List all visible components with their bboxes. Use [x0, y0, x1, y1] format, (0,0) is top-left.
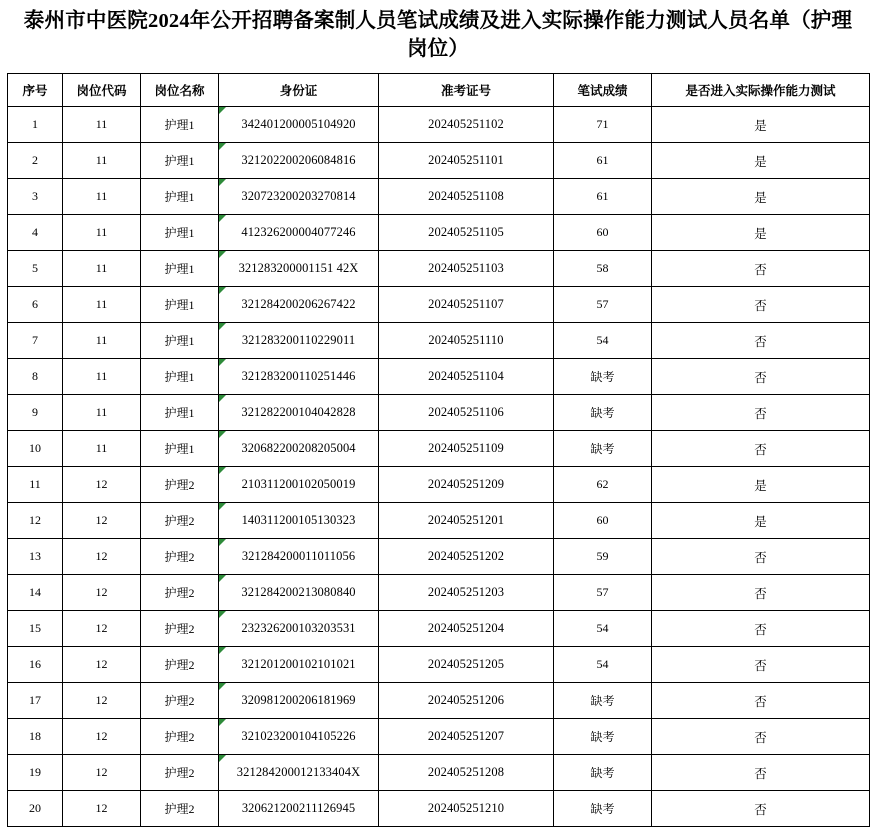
column-header-enter-practical-test: 是否进入实际操作能力测试: [652, 74, 870, 107]
cell-post-name: 护理1: [141, 179, 219, 215]
cell-id-number: 321023200104105226: [219, 719, 379, 755]
cell-admission-ticket: 202405251106: [379, 395, 554, 431]
cell-post-code: 12: [63, 539, 141, 575]
cell-admission-ticket: 202405251110: [379, 323, 554, 359]
cell-post-code: 12: [63, 611, 141, 647]
cell-id-number: 320723200203270814: [219, 179, 379, 215]
cell-written-score: 缺考: [554, 719, 652, 755]
cell-id-number: 321284200012133404X: [219, 755, 379, 791]
cell-admission-ticket: 202405251101: [379, 143, 554, 179]
cell-post-code: 12: [63, 467, 141, 503]
cell-written-score: 58: [554, 251, 652, 287]
cell-written-score: 71: [554, 107, 652, 143]
cell-post-code: 11: [63, 107, 141, 143]
cell-written-score: 57: [554, 287, 652, 323]
table-row: [8, 359, 870, 395]
cell-id-number: 342401200005104920: [219, 107, 379, 143]
cell-post-name: 护理2: [141, 755, 219, 791]
page-title: 泰州市中医院2024年公开招聘备案制人员笔试成绩及进入实际操作能力测试人员名单（护理岗位）: [23, 10, 853, 60]
cell-enter-practical-test: 否: [652, 791, 870, 827]
table-row: [8, 251, 870, 287]
cell-admission-ticket: 202405251205: [379, 647, 554, 683]
cell-enter-practical-test: 是: [652, 467, 870, 503]
cell-post-name: 护理2: [141, 467, 219, 503]
table-row: [8, 107, 870, 143]
cell-index: 17: [8, 683, 63, 719]
table-row: [8, 503, 870, 539]
cell-enter-practical-test: 否: [652, 431, 870, 467]
column-header-admission-ticket: 准考证号: [379, 74, 554, 107]
cell-written-score: 缺考: [554, 791, 652, 827]
cell-index: 12: [8, 503, 63, 539]
cell-admission-ticket: 202405251102: [379, 107, 554, 143]
table-row: [8, 611, 870, 647]
cell-post-name: 护理1: [141, 395, 219, 431]
cell-id-number: 320981200206181969: [219, 683, 379, 719]
cell-id-number: 320621200211126945: [219, 791, 379, 827]
cell-index: 16: [8, 647, 63, 683]
table-row: [8, 323, 870, 359]
cell-written-score: 62: [554, 467, 652, 503]
cell-id-number: 320682200208205004: [219, 431, 379, 467]
cell-index: 5: [8, 251, 63, 287]
table-row: [8, 287, 870, 323]
cell-post-name: 护理2: [141, 503, 219, 539]
cell-enter-practical-test: 否: [652, 359, 870, 395]
cell-written-score: 60: [554, 503, 652, 539]
cell-admission-ticket: 202405251208: [379, 755, 554, 791]
column-header-id-number: 身份证: [219, 74, 379, 107]
cell-enter-practical-test: 否: [652, 755, 870, 791]
cell-written-score: 60: [554, 215, 652, 251]
cell-id-number: 321282200104042828: [219, 395, 379, 431]
cell-index: 19: [8, 755, 63, 791]
cell-post-name: 护理1: [141, 323, 219, 359]
cell-index: 8: [8, 359, 63, 395]
cell-written-score: 54: [554, 611, 652, 647]
cell-id-number: 321283200110251446: [219, 359, 379, 395]
cell-enter-practical-test: 是: [652, 503, 870, 539]
cell-id-number: 232326200103203531: [219, 611, 379, 647]
cell-written-score: 57: [554, 575, 652, 611]
cell-post-name: 护理2: [141, 683, 219, 719]
cell-written-score: 61: [554, 143, 652, 179]
cell-written-score: 59: [554, 539, 652, 575]
cell-post-code: 11: [63, 431, 141, 467]
cell-post-code: 12: [63, 647, 141, 683]
cell-admission-ticket: 202405251202: [379, 539, 554, 575]
table-row: [8, 755, 870, 791]
cell-admission-ticket: 202405251209: [379, 467, 554, 503]
cell-post-code: 11: [63, 179, 141, 215]
cell-enter-practical-test: 是: [652, 215, 870, 251]
cell-post-name: 护理2: [141, 719, 219, 755]
cell-post-code: 12: [63, 683, 141, 719]
table-row: [8, 179, 870, 215]
cell-enter-practical-test: 否: [652, 683, 870, 719]
cell-enter-practical-test: 是: [652, 107, 870, 143]
cell-index: 9: [8, 395, 63, 431]
table-row: [8, 719, 870, 755]
cell-enter-practical-test: 否: [652, 287, 870, 323]
cell-index: 10: [8, 431, 63, 467]
cell-id-number: 321284200011011056: [219, 539, 379, 575]
cell-enter-practical-test: 否: [652, 395, 870, 431]
cell-post-name: 护理1: [141, 251, 219, 287]
cell-enter-practical-test: 否: [652, 719, 870, 755]
cell-post-name: 护理1: [141, 107, 219, 143]
cell-id-number: 321283200001151 42X: [219, 251, 379, 287]
table-row: [8, 647, 870, 683]
cell-id-number: 321202200206084816: [219, 143, 379, 179]
cell-post-name: 护理1: [141, 287, 219, 323]
cell-post-name: 护理2: [141, 647, 219, 683]
cell-written-score: 缺考: [554, 359, 652, 395]
table-row: [8, 467, 870, 503]
cell-admission-ticket: 202405251203: [379, 575, 554, 611]
cell-enter-practical-test: 否: [652, 323, 870, 359]
table-header-row: [8, 74, 870, 107]
cell-enter-practical-test: 否: [652, 647, 870, 683]
cell-index: 3: [8, 179, 63, 215]
cell-admission-ticket: 202405251206: [379, 683, 554, 719]
cell-index: 4: [8, 215, 63, 251]
cell-post-code: 11: [63, 395, 141, 431]
cell-post-code: 12: [63, 575, 141, 611]
cell-written-score: 缺考: [554, 683, 652, 719]
cell-index: 13: [8, 539, 63, 575]
cell-written-score: 缺考: [554, 755, 652, 791]
cell-id-number: 210311200102050019: [219, 467, 379, 503]
cell-id-number: 412326200004077246: [219, 215, 379, 251]
cell-admission-ticket: 202405251207: [379, 719, 554, 755]
cell-post-code: 12: [63, 791, 141, 827]
cell-post-code: 11: [63, 215, 141, 251]
cell-written-score: 缺考: [554, 395, 652, 431]
table-row: [8, 575, 870, 611]
cell-post-code: 11: [63, 323, 141, 359]
cell-written-score: 61: [554, 179, 652, 215]
cell-id-number: 321284200206267422: [219, 287, 379, 323]
cell-id-number: 140311200105130323: [219, 503, 379, 539]
cell-index: 2: [8, 143, 63, 179]
cell-index: 6: [8, 287, 63, 323]
cell-admission-ticket: 202405251103: [379, 251, 554, 287]
cell-admission-ticket: 202405251201: [379, 503, 554, 539]
cell-index: 20: [8, 791, 63, 827]
cell-post-name: 护理2: [141, 791, 219, 827]
table-row: [8, 791, 870, 827]
table-row: [8, 143, 870, 179]
table-row: [8, 395, 870, 431]
cell-post-code: 11: [63, 251, 141, 287]
cell-index: 14: [8, 575, 63, 611]
cell-post-name: 护理1: [141, 143, 219, 179]
cell-index: 1: [8, 107, 63, 143]
cell-post-code: 11: [63, 359, 141, 395]
cell-index: 11: [8, 467, 63, 503]
cell-post-name: 护理2: [141, 539, 219, 575]
cell-post-code: 12: [63, 719, 141, 755]
results-table: [7, 73, 870, 827]
cell-enter-practical-test: 否: [652, 611, 870, 647]
cell-post-code: 11: [63, 287, 141, 323]
column-header-post-name: 岗位名称: [141, 74, 219, 107]
cell-post-name: 护理1: [141, 431, 219, 467]
column-header-index: 序号: [8, 74, 63, 107]
table-row: [8, 683, 870, 719]
table-header: [8, 74, 870, 107]
cell-post-code: 11: [63, 143, 141, 179]
table-row: [8, 539, 870, 575]
cell-index: 15: [8, 611, 63, 647]
cell-admission-ticket: 202405251204: [379, 611, 554, 647]
cell-post-code: 12: [63, 503, 141, 539]
table-row: [8, 431, 870, 467]
cell-admission-ticket: 202405251104: [379, 359, 554, 395]
cell-written-score: 54: [554, 323, 652, 359]
cell-id-number: 321201200102101021: [219, 647, 379, 683]
cell-enter-practical-test: 是: [652, 179, 870, 215]
cell-post-name: 护理2: [141, 575, 219, 611]
table-body: [8, 107, 870, 827]
cell-admission-ticket: 202405251109: [379, 431, 554, 467]
cell-index: 18: [8, 719, 63, 755]
cell-post-code: 12: [63, 755, 141, 791]
cell-written-score: 54: [554, 647, 652, 683]
column-header-post-code: 岗位代码: [63, 74, 141, 107]
cell-enter-practical-test: 是: [652, 143, 870, 179]
cell-post-name: 护理2: [141, 611, 219, 647]
cell-enter-practical-test: 否: [652, 251, 870, 287]
cell-enter-practical-test: 否: [652, 539, 870, 575]
cell-admission-ticket: 202405251108: [379, 179, 554, 215]
cell-post-name: 护理1: [141, 215, 219, 251]
cell-admission-ticket: 202405251105: [379, 215, 554, 251]
cell-enter-practical-test: 否: [652, 575, 870, 611]
cell-id-number: 321283200110229011: [219, 323, 379, 359]
cell-admission-ticket: 202405251210: [379, 791, 554, 827]
cell-id-number: 321284200213080840: [219, 575, 379, 611]
column-header-written-score: 笔试成绩: [554, 74, 652, 107]
table-row: [8, 215, 870, 251]
cell-admission-ticket: 202405251107: [379, 287, 554, 323]
cell-post-name: 护理1: [141, 359, 219, 395]
cell-written-score: 缺考: [554, 431, 652, 467]
cell-index: 7: [8, 323, 63, 359]
